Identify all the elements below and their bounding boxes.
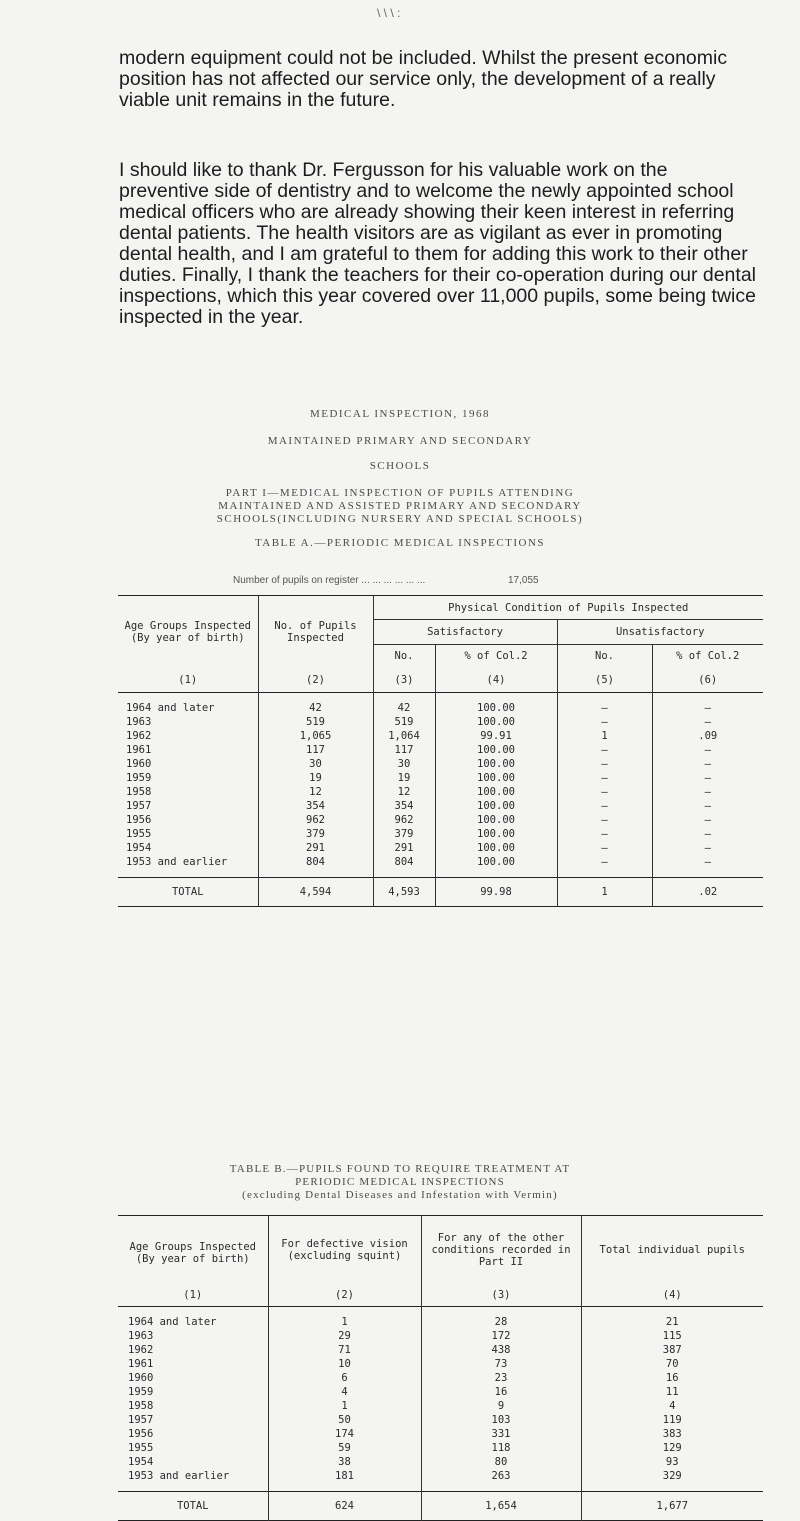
value-cell: 28 — [421, 1315, 581, 1329]
value-cell: 16 — [581, 1371, 763, 1385]
value-cell: 379 — [258, 827, 373, 841]
spacer-cell — [435, 693, 557, 702]
col-number: (3) — [421, 1284, 581, 1307]
table-row — [118, 1455, 763, 1469]
table-row — [118, 1329, 763, 1343]
total-value: 624 — [268, 1492, 421, 1521]
value-cell: 329 — [581, 1469, 763, 1483]
col-header-physical: Physical Condition of Pupils Inspected — [373, 596, 763, 620]
value-cell: 73 — [421, 1357, 581, 1371]
value-cell: 1,065 — [258, 729, 373, 743]
table-row — [118, 1357, 763, 1371]
spacer-cell — [118, 1307, 268, 1316]
value-cell: – — [557, 799, 652, 813]
spacer-cell — [581, 1307, 763, 1316]
spacer-cell — [421, 1307, 581, 1316]
age-group-cell: 1960 — [128, 1372, 154, 1384]
col-header-satisfactory: Satisfactory — [373, 620, 557, 644]
table-a — [118, 595, 763, 907]
col-number: (2) — [268, 1284, 421, 1307]
table-b — [118, 1215, 763, 1521]
col-number: (4) — [435, 668, 557, 693]
age-group-cell: 1957 — [128, 1414, 154, 1426]
value-cell: 117 — [373, 743, 435, 757]
total-label: TOTAL — [176, 1500, 209, 1512]
total-row — [118, 1492, 763, 1521]
value-cell: – — [557, 827, 652, 841]
table-row — [118, 715, 763, 729]
value-cell: 100.00 — [435, 743, 557, 757]
section-heading — [0, 408, 800, 550]
spacer-cell — [652, 869, 763, 878]
table-row — [118, 1315, 763, 1329]
spacer-row — [118, 1307, 763, 1316]
table-row — [118, 827, 763, 841]
register-value: 17,055 — [508, 575, 539, 586]
age-group-cell: 1955 — [126, 828, 152, 840]
value-cell: 519 — [258, 715, 373, 729]
total-value: 1,677 — [581, 1492, 763, 1521]
value-cell: 4 — [581, 1399, 763, 1413]
value-cell: 962 — [258, 813, 373, 827]
value-cell: – — [652, 701, 763, 715]
value-cell: – — [557, 841, 652, 855]
value-cell: 379 — [373, 827, 435, 841]
col-number: (6) — [652, 668, 763, 693]
value-cell: 100.00 — [435, 771, 557, 785]
value-cell: 23 — [421, 1371, 581, 1385]
value-cell: – — [557, 715, 652, 729]
table-row — [118, 771, 763, 785]
value-cell: – — [652, 841, 763, 855]
table-row — [118, 729, 763, 743]
value-cell: – — [557, 785, 652, 799]
value-cell: 438 — [421, 1343, 581, 1357]
value-cell: 174 — [268, 1427, 421, 1441]
age-group-cell: 1960 — [126, 758, 152, 770]
value-cell: – — [557, 701, 652, 715]
table-row — [118, 855, 763, 869]
value-cell: 118 — [421, 1441, 581, 1455]
value-cell: – — [652, 771, 763, 785]
spacer-row — [118, 1483, 763, 1492]
value-cell: 21 — [581, 1315, 763, 1329]
value-cell: 59 — [268, 1441, 421, 1455]
spacer-cell — [258, 693, 373, 702]
heading-line: MAINTAINED AND ASSISTED PRIMARY AND SECONDARY — [218, 500, 582, 512]
value-cell: 354 — [258, 799, 373, 813]
value-cell: 119 — [581, 1413, 763, 1427]
spacer-cell — [268, 1307, 421, 1316]
total-value: 1 — [557, 878, 652, 907]
age-group-cell: 1954 — [128, 1456, 154, 1468]
age-group-cell: 1963 — [128, 1330, 154, 1342]
spacer-cell — [373, 693, 435, 702]
age-group-cell: 1962 — [128, 1344, 154, 1356]
value-cell: – — [652, 799, 763, 813]
table-a-title: TABLE A.—PERIODIC MEDICAL INSPECTIONS — [254, 537, 546, 549]
age-group-cell: 1964 and later — [128, 1316, 217, 1328]
age-group-cell: 1953 and earlier — [126, 856, 228, 868]
value-cell: 172 — [421, 1329, 581, 1343]
total-value: 4,594 — [258, 878, 373, 907]
value-cell: 30 — [373, 757, 435, 771]
heading-line: SCHOOLS — [369, 460, 431, 472]
spacer-row — [118, 869, 763, 878]
corner-marks: \ \ \ : — [377, 6, 401, 20]
value-cell: 100.00 — [435, 855, 557, 869]
value-cell: 4 — [268, 1385, 421, 1399]
age-group-cell: 1963 — [126, 716, 152, 728]
value-cell: – — [557, 743, 652, 757]
value-cell: 117 — [258, 743, 373, 757]
value-cell: 804 — [373, 855, 435, 869]
value-cell: – — [557, 813, 652, 827]
value-cell: 100.00 — [435, 841, 557, 855]
age-group-cell: 1958 — [128, 1400, 154, 1412]
spacer-cell — [258, 869, 373, 878]
value-cell: 6 — [268, 1371, 421, 1385]
age-group-cell: 1956 — [126, 814, 152, 826]
total-value: 99.98 — [435, 878, 557, 907]
spacer-cell — [118, 869, 258, 878]
value-cell: 383 — [581, 1427, 763, 1441]
age-group-cell: 1958 — [126, 786, 152, 798]
value-cell: 331 — [421, 1427, 581, 1441]
value-cell: 50 — [268, 1413, 421, 1427]
value-cell: 71 — [268, 1343, 421, 1357]
value-cell: 12 — [258, 785, 373, 799]
value-cell: – — [652, 827, 763, 841]
value-cell: .09 — [652, 729, 763, 743]
table-row — [118, 743, 763, 757]
value-cell: 16 — [421, 1385, 581, 1399]
col-number: (4) — [581, 1284, 763, 1307]
value-cell: 519 — [373, 715, 435, 729]
value-cell: 10 — [268, 1357, 421, 1371]
value-cell: – — [652, 855, 763, 869]
total-label: TOTAL — [171, 886, 204, 898]
age-group-cell: 1964 and later — [126, 702, 215, 714]
value-cell: 354 — [373, 799, 435, 813]
age-group-cell: 1955 — [128, 1442, 154, 1454]
value-cell: 11 — [581, 1385, 763, 1399]
table-row — [118, 841, 763, 855]
age-group-cell: 1959 — [126, 772, 152, 784]
value-cell: 103 — [421, 1413, 581, 1427]
table-row — [118, 785, 763, 799]
value-cell: 291 — [258, 841, 373, 855]
col-header-vision: For defective vision (excluding squint) — [268, 1216, 421, 1285]
col-header-age: Age Groups Inspected (By year of birth) — [124, 620, 251, 644]
total-row — [118, 878, 763, 907]
col-header-no: No. — [557, 644, 652, 668]
table-b-title — [0, 1163, 800, 1202]
age-group-cell: 1962 — [126, 730, 152, 742]
col-header-age: Age Groups Inspected (By year of birth) — [129, 1241, 256, 1265]
value-cell: 115 — [581, 1329, 763, 1343]
table-b-title-line: TABLE B.—PUPILS FOUND TO REQUIRE TREATMENT AT — [229, 1163, 571, 1175]
spacer-cell — [557, 869, 652, 878]
table-row — [118, 1343, 763, 1357]
value-cell: 19 — [258, 771, 373, 785]
col-header-pupils: No. of Pupils Inspected — [258, 596, 373, 669]
table-row — [118, 813, 763, 827]
table-b-title-line: PERIODIC MEDICAL INSPECTIONS — [295, 1176, 505, 1188]
table-b-body — [118, 1307, 763, 1521]
paragraph-2: I should like to thank Dr. Fergusson for his valuable work on the preventive side of dentistry and to welcome the newly appointed school medical officers who are already showing their keen interest in referring dental patients. The health visitors are as vigilant as ever in promoting dental health, and I am grateful to them for adding this work to their other duties. Finally, I thank the teachers for their co-operation during our dental inspections, which this year covered over 11,000 pupils, some being twice inspected in the year. — [119, 159, 756, 328]
value-cell: – — [557, 855, 652, 869]
value-cell: 12 — [373, 785, 435, 799]
spacer-cell — [373, 869, 435, 878]
value-cell: – — [652, 813, 763, 827]
value-cell: – — [652, 785, 763, 799]
table-row — [118, 757, 763, 771]
value-cell: 804 — [258, 855, 373, 869]
col-number: (2) — [258, 668, 373, 693]
heading-line: MEDICAL INSPECTION, 1968 — [309, 408, 491, 420]
col-header-no: No. — [373, 644, 435, 668]
value-cell: 100.00 — [435, 785, 557, 799]
value-cell: 1 — [557, 729, 652, 743]
col-number: (1) — [183, 1289, 203, 1301]
value-cell: – — [557, 757, 652, 771]
spacer-cell — [268, 1483, 421, 1492]
value-cell: 29 — [268, 1329, 421, 1343]
value-cell: – — [557, 771, 652, 785]
value-cell: 19 — [373, 771, 435, 785]
value-cell: 387 — [581, 1343, 763, 1357]
table-row — [118, 1441, 763, 1455]
value-cell: 100.00 — [435, 799, 557, 813]
spacer-cell — [118, 1483, 268, 1492]
col-header-total: Total individual pupils — [581, 1216, 763, 1285]
total-value: 1,654 — [421, 1492, 581, 1521]
spacer-cell — [435, 869, 557, 878]
value-cell: 99.91 — [435, 729, 557, 743]
table-b-subtitle: (excluding Dental Diseases and Infestation with Vermin) — [242, 1189, 558, 1201]
value-cell: 100.00 — [435, 715, 557, 729]
col-header-other: For any of the other conditions recorded in Part II — [421, 1216, 581, 1285]
value-cell: 100.00 — [435, 813, 557, 827]
value-cell: 30 — [258, 757, 373, 771]
value-cell: 1 — [268, 1315, 421, 1329]
table-row — [118, 1385, 763, 1399]
col-header-pct: % of Col.2 — [652, 644, 763, 668]
col-number: (1) — [178, 674, 198, 686]
table-row — [118, 1399, 763, 1413]
value-cell: – — [652, 757, 763, 771]
spacer-cell — [118, 693, 258, 702]
spacer-cell — [557, 693, 652, 702]
value-cell: 129 — [581, 1441, 763, 1455]
table-row — [118, 1413, 763, 1427]
value-cell: 80 — [421, 1455, 581, 1469]
value-cell: 9 — [421, 1399, 581, 1413]
value-cell: – — [652, 715, 763, 729]
value-cell: 1,064 — [373, 729, 435, 743]
spacer-cell — [652, 693, 763, 702]
age-group-cell: 1961 — [126, 744, 152, 756]
value-cell: 263 — [421, 1469, 581, 1483]
age-group-cell: 1959 — [128, 1386, 154, 1398]
table-row — [118, 1469, 763, 1483]
col-header-unsatisfactory: Unsatisfactory — [557, 620, 763, 644]
value-cell: 100.00 — [435, 757, 557, 771]
col-header-pct: % of Col.2 — [435, 644, 557, 668]
value-cell: 38 — [268, 1455, 421, 1469]
spacer-cell — [421, 1483, 581, 1492]
spacer-row — [118, 693, 763, 702]
col-number: (5) — [557, 668, 652, 693]
table-row — [118, 701, 763, 715]
total-value: 4,593 — [373, 878, 435, 907]
value-cell: 1 — [268, 1399, 421, 1413]
heading-line: SCHOOLS(INCLUDING NURSERY AND SPECIAL SCHOOLS) — [216, 513, 584, 525]
table-row — [118, 799, 763, 813]
table-row — [118, 1371, 763, 1385]
value-cell: 962 — [373, 813, 435, 827]
age-group-cell: 1953 and earlier — [128, 1470, 230, 1482]
value-cell: 93 — [581, 1455, 763, 1469]
value-cell: 100.00 — [435, 827, 557, 841]
paragraph-1: modern equipment could not be included. Whilst the present economic position has not affected our service only, the development of a really viable unit remains in the future. — [119, 47, 728, 111]
age-group-cell: 1961 — [128, 1358, 154, 1370]
spacer-cell — [581, 1483, 763, 1492]
value-cell: 291 — [373, 841, 435, 855]
value-cell: 181 — [268, 1469, 421, 1483]
register-line — [233, 575, 539, 586]
col-number: (3) — [373, 668, 435, 693]
register-label: Number of pupils on register ... ... ... ... ... ... — [233, 575, 426, 586]
age-group-cell: 1957 — [126, 800, 152, 812]
value-cell: 42 — [373, 701, 435, 715]
value-cell: – — [652, 743, 763, 757]
total-value: .02 — [652, 878, 763, 907]
value-cell: 42 — [258, 701, 373, 715]
heading-line: MAINTAINED PRIMARY AND SECONDARY — [267, 435, 533, 447]
value-cell: 100.00 — [435, 701, 557, 715]
heading-line: PART I—MEDICAL INSPECTION OF PUPILS ATTENDING — [225, 487, 575, 499]
age-group-cell: 1954 — [126, 842, 152, 854]
table-row — [118, 1427, 763, 1441]
table-a-body — [118, 693, 763, 907]
value-cell: 70 — [581, 1357, 763, 1371]
age-group-cell: 1956 — [128, 1428, 154, 1440]
